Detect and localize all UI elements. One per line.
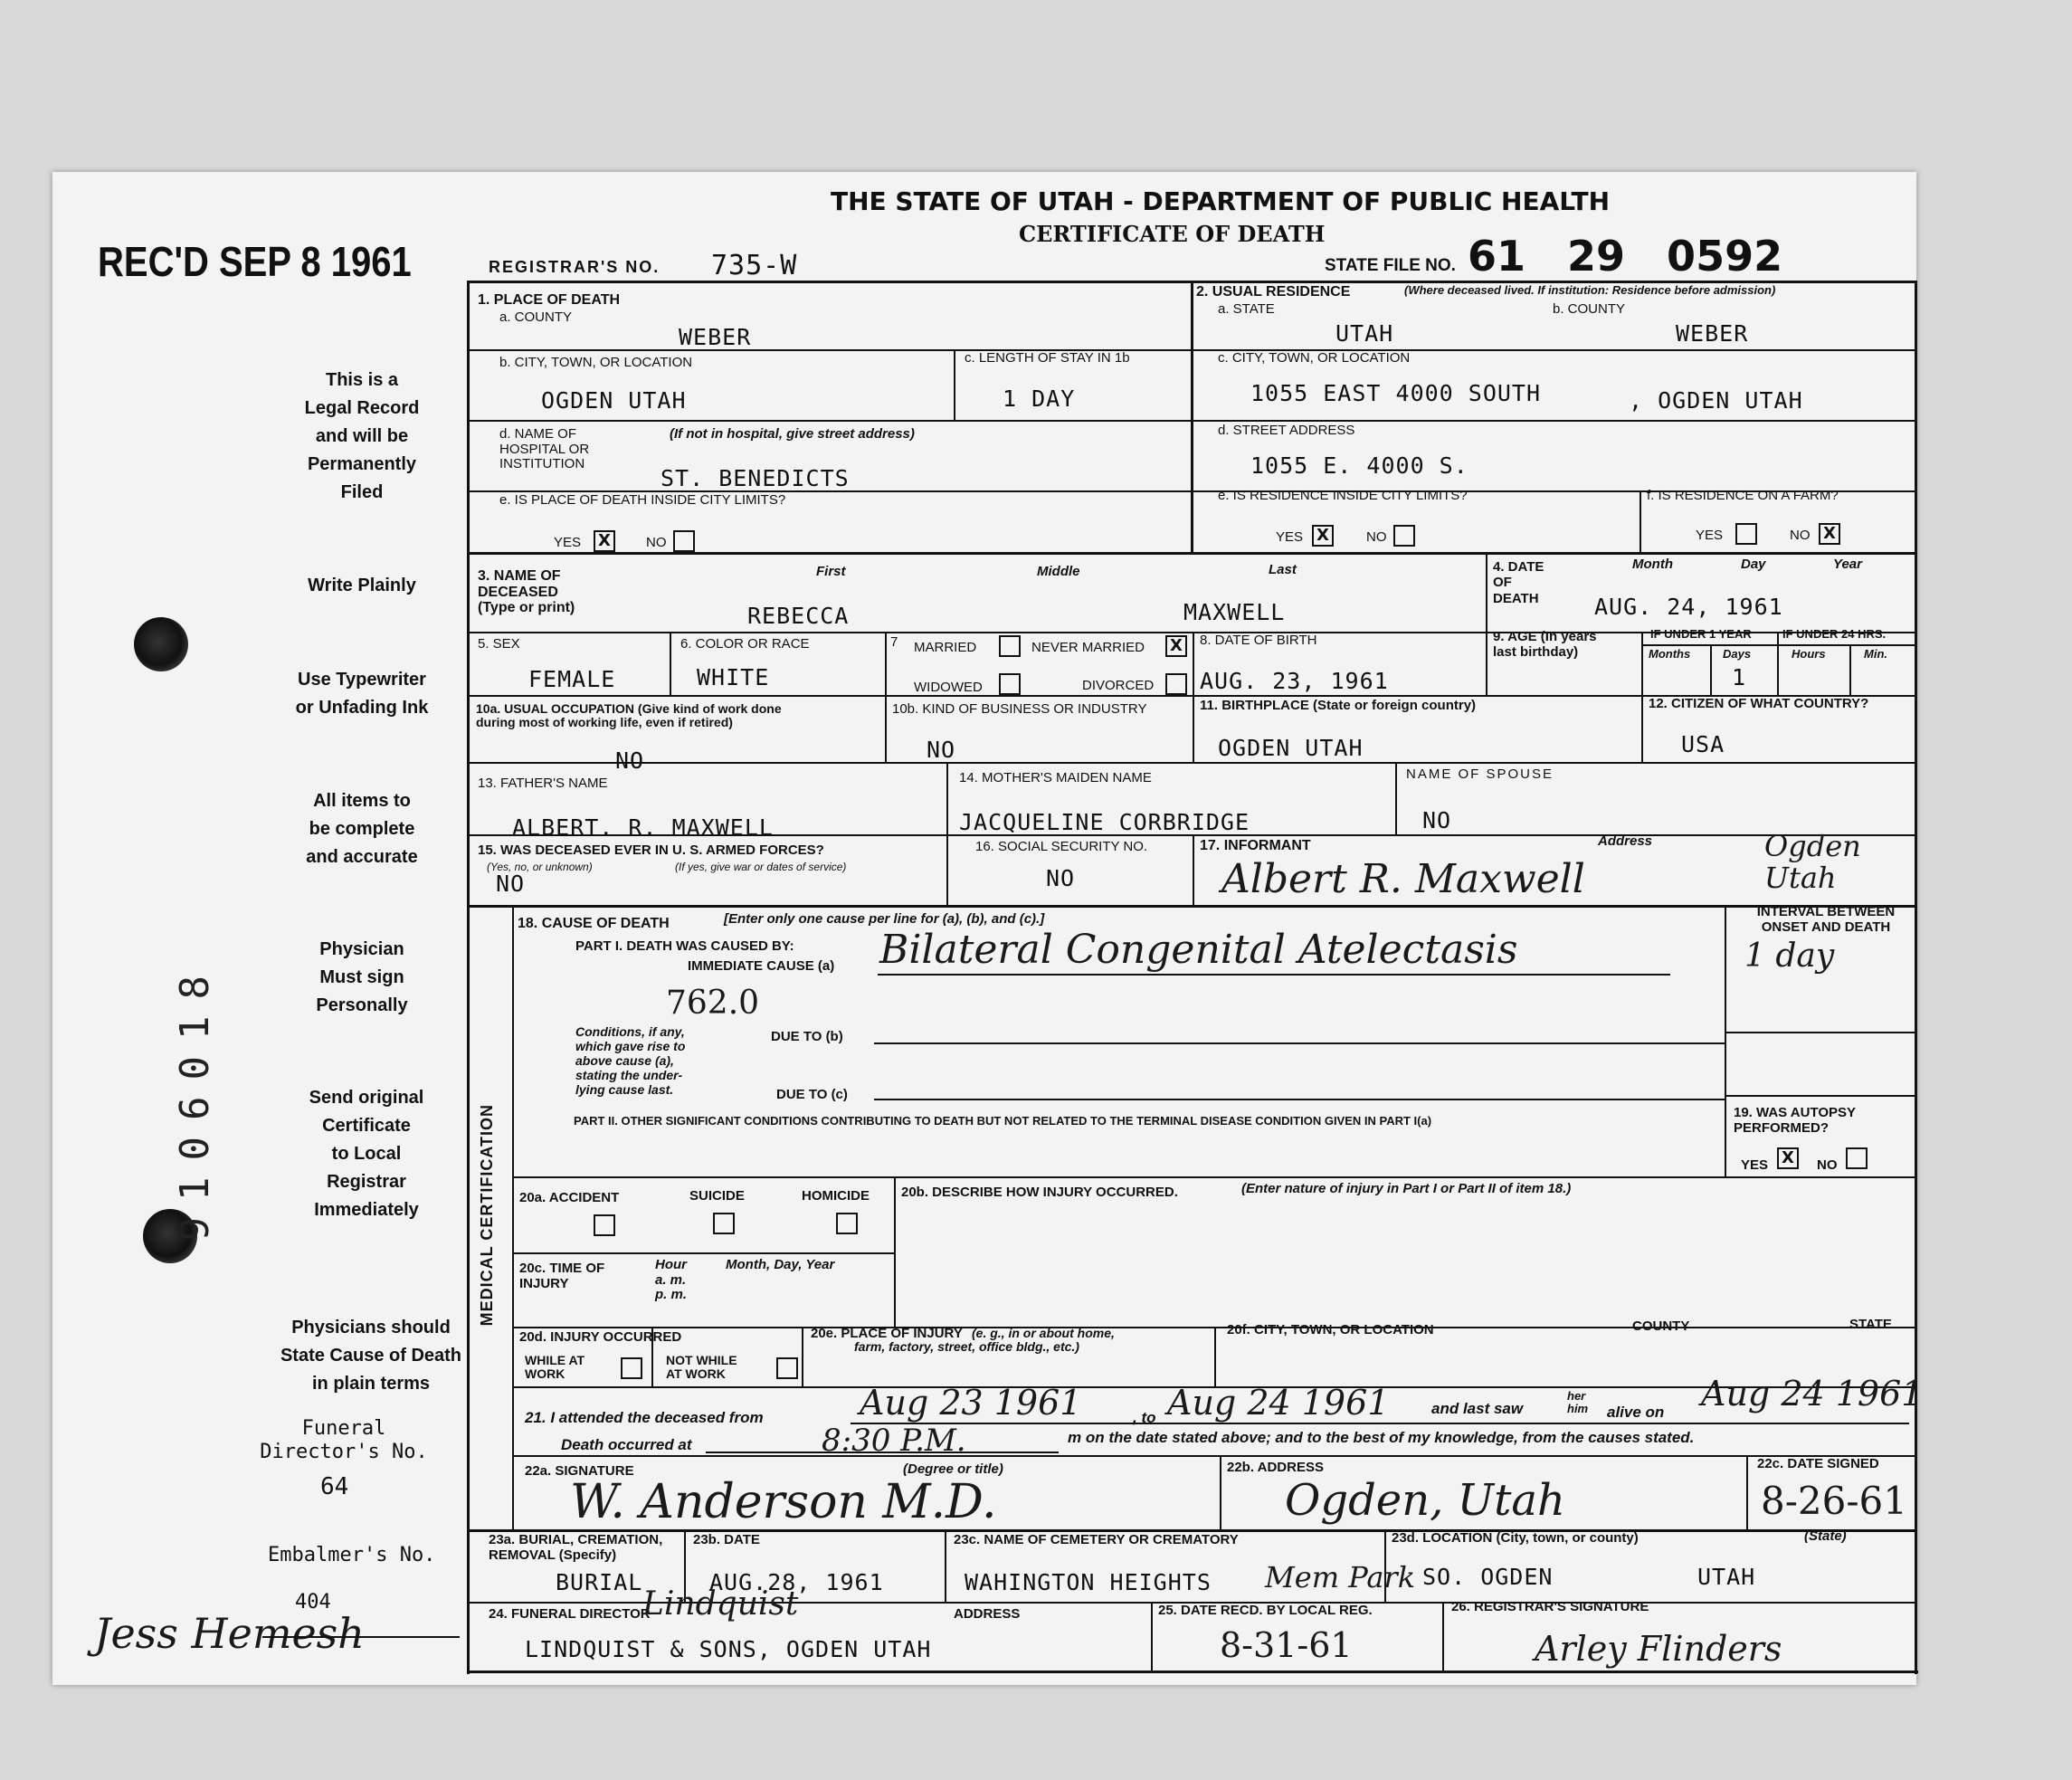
occupation: NO bbox=[615, 747, 645, 774]
sex-label: 5. SEX bbox=[478, 636, 520, 652]
deceased-name-label: 3. NAME OF DECEASED (Type or print) bbox=[478, 568, 575, 616]
stay-label: c. LENGTH OF STAY IN 1b bbox=[965, 350, 1130, 366]
under-1-year-label: IF UNDER 1 YEAR bbox=[1650, 627, 1752, 641]
injury-occurred-label: 20d. INJURY OCCURRED bbox=[519, 1329, 682, 1345]
month-label: Month bbox=[1632, 557, 1673, 572]
immediate-cause: Bilateral Congenital Atelectasis bbox=[879, 927, 1518, 973]
hours-label: Hours bbox=[1792, 647, 1826, 661]
res-yes-label: YES bbox=[1276, 529, 1304, 545]
location-state-label: (State) bbox=[1804, 1528, 1847, 1544]
interval-label: INTERVAL BETWEEN ONSET AND DEATH bbox=[1756, 904, 1896, 935]
embalmer-signature: Jess Hemesh bbox=[94, 1609, 365, 1658]
res-city2: , OGDEN UTAH bbox=[1629, 387, 1803, 414]
complete-note: All items to be complete and accurate bbox=[306, 791, 418, 867]
pod-city-label: b. CITY, TOWN, OR LOCATION bbox=[499, 355, 693, 370]
to-word: , to bbox=[1133, 1409, 1156, 1426]
date-recd: 8-31-61 bbox=[1220, 1625, 1353, 1665]
sex: FEMALE bbox=[528, 666, 616, 692]
cause-instruction: [Enter only one cause per line for (a), (b), and (c).] bbox=[724, 911, 1045, 927]
death-time: 8:30 P.M. bbox=[822, 1423, 966, 1459]
autopsy-yes-checkbox[interactable]: X bbox=[1777, 1147, 1799, 1169]
attended-to: Aug 24 1961 bbox=[1167, 1383, 1390, 1423]
registrar-number: 735-W bbox=[711, 250, 798, 281]
res-street: 1055 E. 4000 S. bbox=[1250, 452, 1468, 479]
attended-text: 21. I attended the deceased from bbox=[525, 1409, 764, 1426]
autopsy-label: 19. WAS AUTOPSY PERFORMED? bbox=[1734, 1105, 1857, 1136]
embalmer-signature-line bbox=[262, 1636, 460, 1638]
informant-address: Ogden Utah bbox=[1764, 829, 1861, 896]
accident-label: 20a. ACCIDENT bbox=[519, 1190, 620, 1205]
injury-state-label: STATE bbox=[1849, 1317, 1892, 1332]
received-stamp: REC'D SEP 8 1961 bbox=[98, 239, 412, 286]
never-married-label: NEVER MARRIED bbox=[1031, 640, 1145, 655]
widowed-checkbox[interactable] bbox=[999, 673, 1021, 695]
mdy-label: Month, Day, Year bbox=[726, 1257, 835, 1272]
degree-label: (Degree or title) bbox=[903, 1461, 1003, 1477]
not-while-work-label: NOT WHILE AT WORK bbox=[666, 1353, 737, 1382]
res-inside-city-label: e. IS RESIDENCE INSIDE CITY LIMITS? bbox=[1218, 488, 1468, 503]
business-label: 10b. KIND OF BUSINESS OR INDUSTRY bbox=[892, 701, 1147, 717]
burial: BURIAL bbox=[556, 1569, 643, 1595]
divorced-checkbox[interactable] bbox=[1165, 673, 1187, 695]
while-at-work-label: WHILE AT WORK bbox=[525, 1353, 585, 1382]
mother-label: 14. MOTHER'S MAIDEN NAME bbox=[959, 770, 1152, 785]
first-label: First bbox=[816, 564, 846, 579]
funeral-director-label: 24. FUNERAL DIRECTOR bbox=[489, 1606, 651, 1622]
citizen: USA bbox=[1681, 731, 1725, 757]
pod-city: OGDEN UTAH bbox=[541, 387, 687, 414]
race: WHITE bbox=[697, 664, 770, 690]
alive-date: Aug 24 1961 bbox=[1701, 1374, 1924, 1414]
armed-note-1: (Yes, no, or unknown) bbox=[487, 861, 593, 873]
time-of-injury-label: 20c. TIME OF INJURY bbox=[519, 1261, 605, 1291]
pod-yes-label: YES bbox=[554, 535, 582, 550]
funeral-director-no-label: Funeral Director's No. bbox=[260, 1417, 428, 1464]
last-saw-text: and last saw bbox=[1431, 1400, 1524, 1417]
form-left-border bbox=[467, 281, 470, 1674]
burial-location: SO. OGDEN bbox=[1422, 1564, 1554, 1590]
farm-no-label: NO bbox=[1790, 528, 1811, 543]
armed-forces-label: 15. WAS DECEASED EVER IN U. S. ARMED FORCES? bbox=[478, 842, 824, 858]
attended-from: Aug 23 1961 bbox=[860, 1383, 1082, 1423]
pod-no-label: NO bbox=[646, 535, 667, 550]
vertical-file-number: 9106018 bbox=[172, 959, 218, 1242]
injury-county-label: COUNTY bbox=[1632, 1318, 1690, 1334]
punch-hole-top bbox=[134, 617, 188, 671]
state-title: THE STATE OF UTAH - DEPARTMENT OF PUBLIC HEALTH bbox=[831, 186, 1610, 216]
immediate-cause-label: IMMEDIATE CAUSE (a) bbox=[688, 958, 835, 974]
birthplace-label: 11. BIRTHPLACE (State or foreign country) bbox=[1200, 698, 1477, 713]
homicide-checkbox[interactable] bbox=[836, 1213, 858, 1234]
occupation-label: 10a. USUAL OCCUPATION (Give kind of work done during most of working life, even if retired) bbox=[476, 701, 782, 730]
physicians-cause-note: Physicians should State Cause of Death in plain terms bbox=[280, 1318, 462, 1394]
state-file-label: STATE FILE NO. bbox=[1325, 256, 1456, 275]
pod-inside-yes-checkbox[interactable]: X bbox=[594, 530, 615, 552]
res-city-label: c. CITY, TOWN, OR LOCATION bbox=[1218, 350, 1411, 366]
physician-signature: W. Anderson M.D. bbox=[570, 1475, 997, 1529]
conditions-label: Conditions, if any, which gave rise to above cause (a), stating the under- lying cause last. bbox=[575, 1024, 686, 1098]
farm-label: f. IS RESIDENCE ON A FARM? bbox=[1647, 488, 1839, 503]
armed-note-2: (If yes, give war or dates of service) bbox=[675, 861, 847, 873]
place-of-injury-label: 20e. PLACE OF INJURY bbox=[811, 1326, 963, 1341]
cemetery: WAHINGTON HEIGHTS bbox=[965, 1569, 1212, 1595]
state-file-number: 61 29 0592 bbox=[1468, 232, 1783, 281]
registrar-label: REGISTRAR'S NO. bbox=[489, 258, 661, 276]
res-inside-yes-checkbox[interactable]: X bbox=[1312, 525, 1334, 547]
res-city: 1055 EAST 4000 SOUTH bbox=[1250, 380, 1542, 406]
married-label: MARRIED bbox=[914, 640, 977, 655]
pod-inside-no-checkbox[interactable] bbox=[673, 530, 695, 552]
funeral-director-no: 64 bbox=[320, 1473, 349, 1500]
not-while-work-checkbox[interactable] bbox=[776, 1357, 798, 1379]
funeral-director-signature: Lindquist bbox=[642, 1585, 799, 1623]
hour-label: Hour a. m. p. m. bbox=[655, 1257, 688, 1302]
describe-injury-label: 20b. DESCRIBE HOW INJURY OCCURRED. bbox=[901, 1185, 1178, 1200]
father-label: 13. FATHER'S NAME bbox=[478, 776, 608, 791]
part-1-label: PART I. DEATH WAS CAUSED BY: bbox=[575, 938, 794, 954]
embalmer-no-label: Embalmer's No. bbox=[268, 1544, 436, 1566]
form-bottom-border bbox=[467, 1671, 1918, 1673]
medical-certification-label: MEDICAL CERTIFICATION bbox=[478, 1104, 496, 1327]
knowledge-text: m on the date stated above; and to the best of my knowledge, from the causes stated. bbox=[1068, 1429, 1695, 1446]
physician-sign-note: Physician Must sign Personally bbox=[316, 939, 408, 1015]
date-signed-label: 22c. DATE SIGNED bbox=[1757, 1456, 1879, 1471]
race-label: 6. COLOR OR RACE bbox=[680, 636, 810, 652]
pod-inside-city-label: e. IS PLACE OF DEATH INSIDE CITY LIMITS? bbox=[499, 492, 786, 508]
spouse-label: NAME OF SPOUSE bbox=[1406, 766, 1554, 782]
typewriter-note: Use Typewriter or Unfading Ink bbox=[295, 670, 429, 718]
under-24-label: IF UNDER 24 HRS. bbox=[1782, 627, 1887, 641]
hospital-note: (If not in hospital, give street address) bbox=[670, 426, 915, 442]
age-label: 9. AGE (In years last birthday) bbox=[1493, 629, 1597, 660]
describe-injury-note: (Enter nature of injury in Part I or Part II of item 18.) bbox=[1241, 1181, 1572, 1196]
res-no-label: NO bbox=[1366, 529, 1387, 545]
place-of-injury-note: (e. g., in or about home, farm, factory, street, office bldg., etc.) bbox=[854, 1326, 1115, 1355]
res-county: WEBER bbox=[1676, 320, 1749, 347]
homicide-label: HOMICIDE bbox=[802, 1188, 870, 1204]
certificate-title: CERTIFICATE OF DEATH bbox=[1019, 221, 1326, 247]
autopsy-no-label: NO bbox=[1817, 1157, 1838, 1173]
place-of-death-label: 1. PLACE OF DEATH bbox=[478, 292, 621, 308]
cemetery-handwritten: Mem Park bbox=[1265, 1560, 1416, 1594]
middle-label: Middle bbox=[1037, 564, 1080, 579]
armed-forces: NO bbox=[496, 871, 526, 897]
farm-yes-label: YES bbox=[1696, 528, 1724, 543]
father: ALBERT. R. MAXWELL bbox=[512, 814, 774, 841]
day-label: Day bbox=[1741, 557, 1766, 572]
business: NO bbox=[927, 737, 956, 763]
burial-date: AUG.28, 1961 bbox=[709, 1569, 884, 1595]
age-days: 1 bbox=[1732, 664, 1747, 690]
signature-label: 22a. SIGNATURE bbox=[525, 1463, 634, 1479]
dob: AUG. 23, 1961 bbox=[1200, 668, 1389, 694]
informant-label: 17. INFORMANT bbox=[1200, 838, 1311, 853]
citizen-label: 12. CITIZEN OF WHAT COUNTRY? bbox=[1649, 696, 1869, 711]
stay: 1 DAY bbox=[1003, 386, 1076, 412]
never-married-checkbox[interactable]: X bbox=[1165, 635, 1187, 657]
first-name: REBECCA bbox=[747, 603, 850, 629]
pod-county-label: a. COUNTY bbox=[499, 309, 573, 325]
pod-county: WEBER bbox=[679, 324, 752, 350]
legal-record-note: This is a Legal Record and will be Permanently Filed bbox=[304, 370, 420, 502]
days-label: Days bbox=[1723, 647, 1752, 661]
ssn-label: 16. SOCIAL SECURITY NO. bbox=[975, 839, 1148, 854]
date-recd-label: 25. DATE RECD. BY LOCAL REG. bbox=[1158, 1603, 1373, 1618]
residence-label: 2. USUAL RESIDENCE bbox=[1196, 284, 1351, 300]
birthplace: OGDEN UTAH bbox=[1218, 735, 1364, 761]
mother: JACQUELINE CORBRIDGE bbox=[959, 809, 1250, 835]
year-label: Year bbox=[1833, 557, 1862, 572]
res-inside-no-checkbox[interactable] bbox=[1393, 525, 1415, 547]
send-original-note: Send original Certificate to Local Registrar Immediately bbox=[309, 1088, 424, 1220]
farm-yes-checkbox[interactable] bbox=[1735, 523, 1757, 545]
interval: 1 day bbox=[1744, 938, 1835, 975]
part-2-label: PART II. OTHER SIGNIFICANT CONDITIONS CONTRIBUTING TO DEATH BUT NOT RELATED TO THE TERMINAL DISEASE CONDITION GIVEN IN PART I(a) bbox=[574, 1114, 1432, 1128]
res-state: UTAH bbox=[1335, 320, 1394, 347]
cause-code: 762.0 bbox=[666, 985, 760, 1022]
burial-state: UTAH bbox=[1697, 1564, 1756, 1590]
alive-on-text: alive on bbox=[1607, 1404, 1665, 1421]
accident-checkbox[interactable] bbox=[594, 1214, 615, 1236]
res-county-label: b. COUNTY bbox=[1553, 301, 1626, 317]
informant-signature: Albert R. Maxwell bbox=[1221, 856, 1585, 902]
registrar-signature-label: 26. REGISTRAR'S SIGNATURE bbox=[1451, 1599, 1649, 1614]
autopsy-no-checkbox[interactable] bbox=[1846, 1147, 1868, 1169]
res-street-label: d. STREET ADDRESS bbox=[1218, 423, 1355, 438]
date-of-death-label: 4. DATE OF DEATH bbox=[1493, 559, 1544, 606]
farm-no-checkbox[interactable]: X bbox=[1819, 523, 1840, 545]
hospital: ST. BENEDICTS bbox=[661, 465, 850, 491]
suicide-label: SUICIDE bbox=[689, 1188, 745, 1204]
last-name: MAXWELL bbox=[1183, 599, 1286, 625]
residence-note: (Where deceased lived. If institution: Residence before admission) bbox=[1404, 283, 1776, 297]
burial-label: 23a. BURIAL, CREMATION, REMOVAL (Specify) bbox=[489, 1532, 663, 1563]
cause-of-death-label: 18. CAUSE OF DEATH bbox=[518, 916, 670, 931]
registrar-signature: Arley Flinders bbox=[1535, 1629, 1782, 1669]
widowed-label: WIDOWED bbox=[914, 680, 983, 695]
months-label: Months bbox=[1649, 647, 1691, 661]
dob-label: 8. DATE OF BIRTH bbox=[1200, 633, 1317, 648]
last-label: Last bbox=[1269, 562, 1297, 577]
due-to-c-label: DUE TO (c) bbox=[776, 1087, 848, 1102]
death-occurred-text: Death occurred at bbox=[561, 1436, 692, 1453]
informant-address-label: Address bbox=[1598, 833, 1653, 849]
embalmer-no: 404 bbox=[295, 1591, 331, 1613]
ssn: NO bbox=[1046, 865, 1076, 891]
hospital-label: d. NAME OF HOSPITAL OR INSTITUTION bbox=[499, 426, 590, 471]
date-of-death: AUG. 24, 1961 bbox=[1594, 594, 1783, 620]
funeral-director: LINDQUIST & SONS, OGDEN UTAH bbox=[525, 1636, 932, 1662]
date-signed: 8-26-61 bbox=[1761, 1479, 1907, 1523]
burial-date-label: 23b. DATE bbox=[693, 1532, 760, 1547]
certifier-address-label: 22b. ADDRESS bbox=[1227, 1460, 1324, 1475]
form-right-border bbox=[1915, 281, 1917, 1674]
spouse: NO bbox=[1422, 807, 1452, 833]
certifier-address: Ogden, Utah bbox=[1285, 1475, 1565, 1526]
due-to-b-label: DUE TO (b) bbox=[771, 1029, 843, 1044]
divorced-label: DIVORCED bbox=[1082, 678, 1155, 693]
min-label: Min. bbox=[1864, 647, 1887, 661]
autopsy-yes-label: YES bbox=[1741, 1157, 1769, 1173]
while-at-work-checkbox[interactable] bbox=[621, 1357, 642, 1379]
res-state-label: a. STATE bbox=[1218, 301, 1275, 317]
her-him: her him bbox=[1567, 1389, 1589, 1416]
cemetery-label: 23c. NAME OF CEMETERY OR CREMATORY bbox=[954, 1532, 1239, 1547]
suicide-checkbox[interactable] bbox=[713, 1213, 735, 1234]
married-checkbox[interactable] bbox=[999, 635, 1021, 657]
funeral-address-label: ADDRESS bbox=[954, 1606, 1021, 1622]
marital-number: 7 bbox=[890, 634, 898, 650]
write-plainly-note: Write Plainly bbox=[308, 576, 416, 595]
injury-city-label: 20f. CITY, TOWN, OR LOCATION bbox=[1227, 1322, 1434, 1337]
location-label: 23d. LOCATION (City, town, or county) bbox=[1392, 1530, 1639, 1546]
